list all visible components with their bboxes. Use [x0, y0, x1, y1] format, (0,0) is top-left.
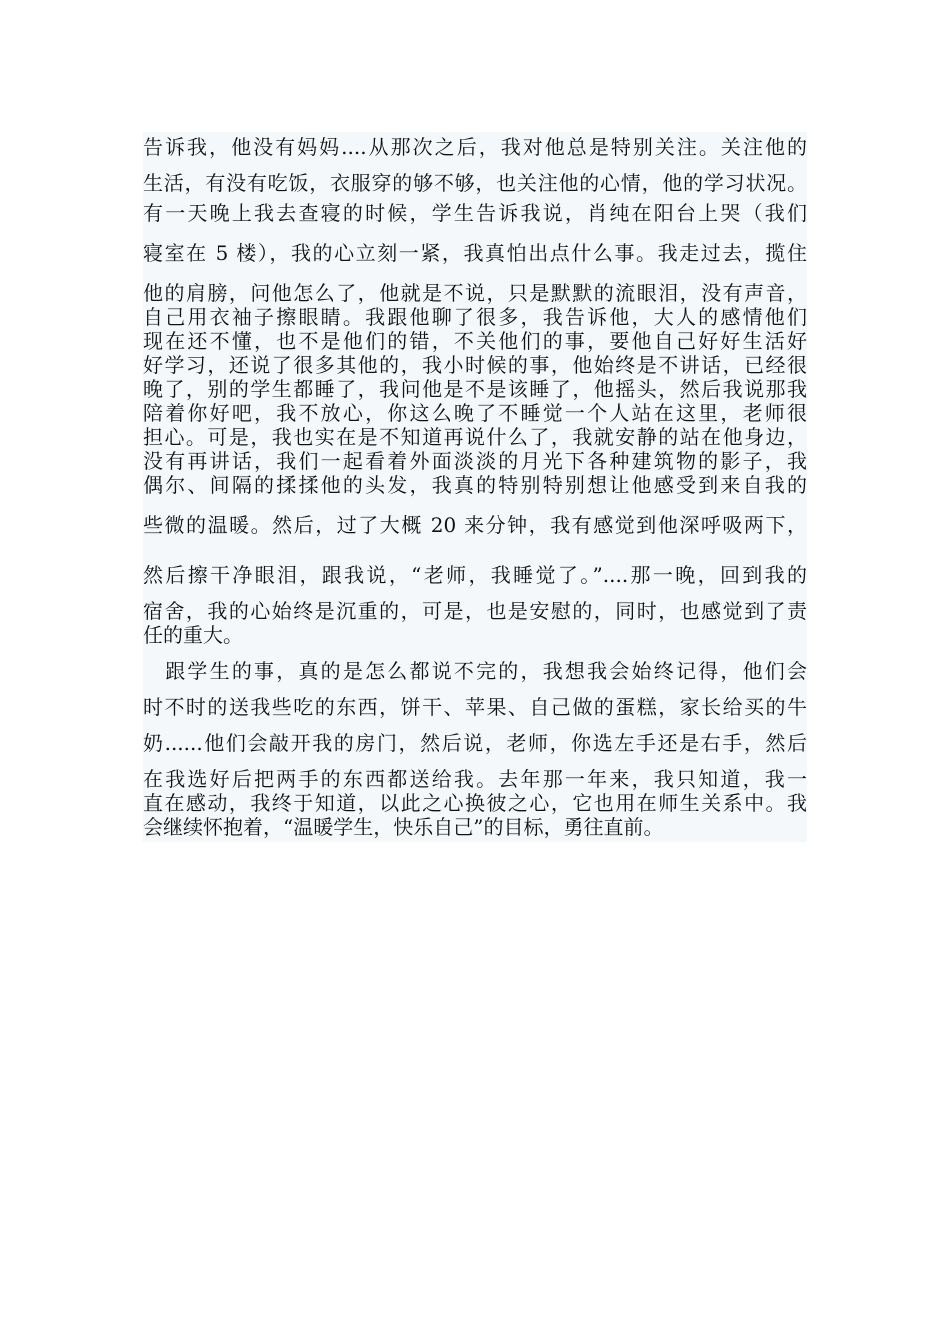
text-line: 跟学生的事，真的是怎么都说不完的，我想我会始终记得，他们会	[143, 659, 807, 683]
text-line: 有一天晚上我去查寝的时候，学生告诉我说，肖纯在阳台上哭（我们	[143, 201, 807, 225]
text-line: 任的重大。	[143, 623, 243, 647]
text-line: 没有再讲话，我们一起看着外面淡淡的月光下各种建筑物的影子，我	[143, 449, 807, 473]
text-line: 偶尔、间隔的揉揉他的头发，我真的特别特别想让他感受到来自我的	[143, 473, 807, 497]
text-line: 在我选好后把两手的东西都送给我。去年那一年来，我只知道，我一	[143, 767, 807, 791]
text-line: 现在还不懂，也不是他们的错，不关他们的事，要他自己好好生活好	[143, 329, 807, 353]
text-line: 寝室在 5 楼），我的心立刻一紧，我真怕出点什么事。我走过去，揽住	[143, 241, 807, 265]
text-line: 担心。可是，我也实在是不知道再说什么了，我就安静的站在他身边，	[143, 425, 807, 449]
text-line: 然后擦干净眼泪，跟我说，“老师，我睡觉了。”....那一晚，回到我的	[143, 563, 807, 587]
text-line: 他的肩膀，问他怎么了，他就是不说，只是默默的流眼泪，没有声音，	[143, 281, 807, 305]
text-line: 好学习，还说了很多其他的，我小时候的事，他始终是不讲话，已经很	[143, 353, 807, 377]
text-line: 自己用衣袖子擦眼睛。我跟他聊了很多，我告诉他，大人的感情他们	[143, 305, 807, 329]
text-line: 些微的温暖。然后，过了大概 20 来分钟，我有感觉到他深呼吸两下，	[143, 513, 807, 537]
body-text	[143, 132, 807, 842]
text-line: 会继续怀抱着，“温暖学生，快乐自己”的目标，勇往直前。	[143, 815, 664, 839]
text-line: 生活，有没有吃饭，衣服穿的够不够，也关注他的心情，他的学习状况。	[143, 171, 807, 195]
text-line: 时不时的送我些吃的东西，饼干、苹果、自己做的蛋糕，家长给买的牛	[143, 695, 807, 719]
text-line: 奶......他们会敲开我的房门，然后说，老师，你选左手还是右手，然后	[143, 731, 807, 755]
text-line: 宿舍，我的心始终是沉重的，可是，也是安慰的，同时，也感觉到了责	[143, 599, 807, 623]
text-line: 告诉我，他没有妈妈....从那次之后，我对他总是特别关注。关注他的	[143, 135, 807, 159]
text-line: 直在感动，我终于知道，以此之心换彼之心，它也用在师生关系中。我	[143, 791, 807, 815]
text-line: 晚了，别的学生都睡了，我问他是不是该睡了，他摇头，然后我说那我	[143, 377, 807, 401]
text-line: 陪着你好吧，我不放心，你这么晚了不睡觉一个人站在这里，老师很	[143, 401, 807, 425]
